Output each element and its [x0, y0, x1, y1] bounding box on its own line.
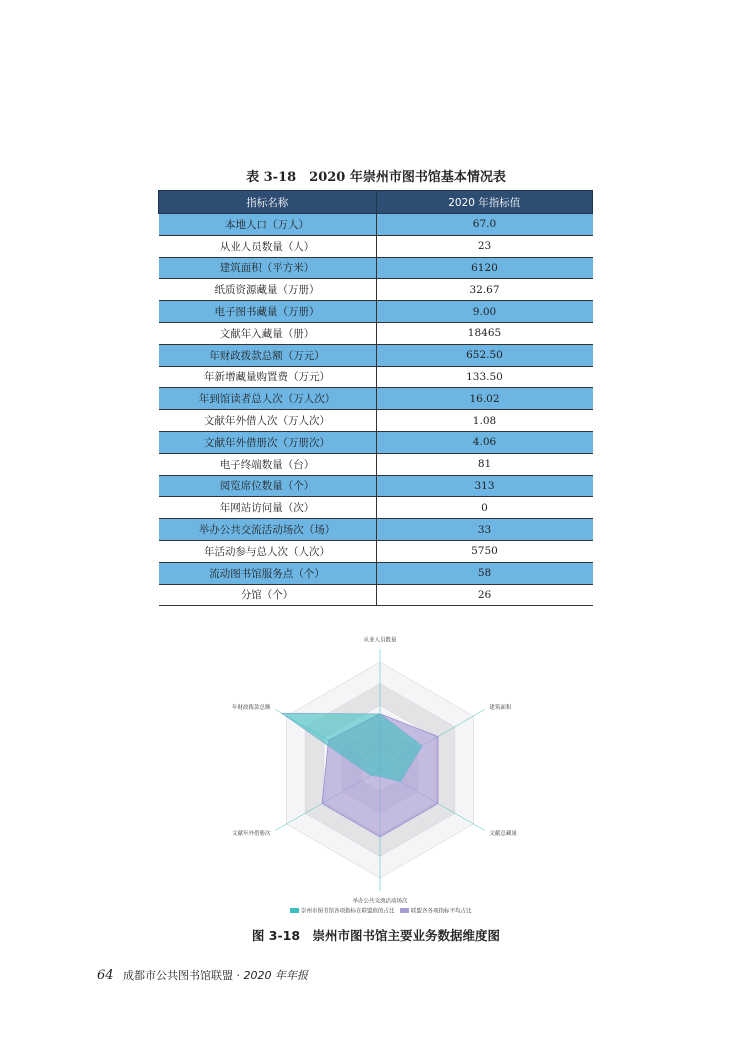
row-value: 67.0 — [376, 214, 593, 236]
legend-swatch — [400, 908, 409, 913]
publication-name: 成都市公共图书馆联盟 · — [123, 969, 241, 982]
axis-label: 建筑面积 — [489, 704, 512, 711]
table-row — [159, 344, 593, 366]
legend-swatch — [290, 908, 299, 913]
row-name: 年到馆读者总人次（万人次） — [159, 388, 377, 410]
axis-label: 文献年外借册次 — [232, 831, 271, 838]
row-name: 举办公共交流活动场次（场） — [159, 519, 377, 541]
table-row — [159, 540, 593, 562]
table-row — [159, 322, 593, 344]
row-value: 133.50 — [376, 366, 593, 388]
table-row — [159, 279, 593, 301]
table-row — [159, 366, 593, 388]
table-row — [159, 235, 593, 257]
chart-legend — [290, 907, 472, 915]
table-row — [159, 257, 593, 279]
row-name: 文献年外借人次（万人次） — [159, 410, 377, 432]
axis-label: 举办公共交流活动场次 — [352, 898, 408, 905]
table-row — [159, 519, 593, 541]
row-name: 年活动参与总人次（人次） — [159, 540, 377, 562]
table-caption: 表 3-18 2020 年崇州市图书馆基本情况表 — [246, 170, 506, 185]
row-value: 6120 — [376, 257, 593, 279]
table-row — [159, 497, 593, 519]
axis-label: 从业人员数量 — [363, 637, 397, 644]
table-row — [159, 584, 593, 606]
row-name: 文献年外借册次（万册次） — [159, 431, 377, 453]
row-name: 分馆（个） — [159, 584, 377, 606]
row-name: 流动图书馆服务点（个） — [159, 562, 377, 584]
row-name: 从业人员数量（人） — [159, 235, 377, 257]
row-value: 5750 — [376, 540, 593, 562]
row-value: 58 — [376, 562, 593, 584]
row-name: 年财政拨款总额（万元） — [159, 344, 377, 366]
row-value: 9.00 — [376, 301, 593, 323]
page-footer — [97, 967, 308, 983]
table-row — [159, 214, 593, 236]
row-value: 652.50 — [376, 344, 593, 366]
legend-label: 联盟各各项指标平均占比 — [411, 908, 472, 915]
report-year: 2020 年年报 — [243, 969, 309, 982]
table-row — [159, 410, 593, 432]
axis-label: 文献总藏量 — [489, 831, 517, 838]
legend-label: 崇州市图书馆各项指标在联盟值的占比 — [301, 908, 395, 915]
row-name: 文献年入藏量（册） — [159, 322, 377, 344]
row-value: 33 — [376, 519, 593, 541]
row-value: 4.06 — [376, 431, 593, 453]
library-stats-table — [158, 190, 593, 606]
radar-chart — [220, 625, 540, 917]
figure-caption: 图 3-18 崇州市图书馆主要业务数据维度图 — [251, 928, 501, 943]
table-row — [159, 453, 593, 475]
table-row — [159, 431, 593, 453]
row-name: 本地人口（万人） — [159, 214, 377, 236]
page-number: 64 — [97, 968, 114, 983]
row-name: 电子终端数量（台） — [159, 453, 377, 475]
row-value: 81 — [376, 453, 593, 475]
row-value: 23 — [376, 235, 593, 257]
table-row — [159, 301, 593, 323]
row-value: 313 — [376, 475, 593, 497]
row-value: 16.02 — [376, 388, 593, 410]
row-name: 阅览席位数量（个） — [159, 475, 377, 497]
row-value: 18465 — [376, 322, 593, 344]
row-name: 建筑面积（平方米） — [159, 257, 377, 279]
table-header-row — [159, 191, 593, 214]
table-row — [159, 475, 593, 497]
header-indicator-value: 2020 年指标值 — [376, 191, 593, 214]
row-name: 年新增藏量购置费（万元） — [159, 366, 377, 388]
row-value: 0 — [376, 497, 593, 519]
header-indicator-name: 指标名称 — [159, 191, 377, 214]
row-name: 纸质资源藏量（万册） — [159, 279, 377, 301]
row-name: 年网站访问量（次） — [159, 497, 377, 519]
row-value: 1.08 — [376, 410, 593, 432]
row-name: 电子图书藏量（万册） — [159, 301, 377, 323]
row-value: 32.67 — [376, 279, 593, 301]
axis-label: 年财政拨款总额 — [232, 704, 271, 711]
table-row — [159, 562, 593, 584]
row-value: 26 — [376, 584, 593, 606]
table-row — [159, 388, 593, 410]
